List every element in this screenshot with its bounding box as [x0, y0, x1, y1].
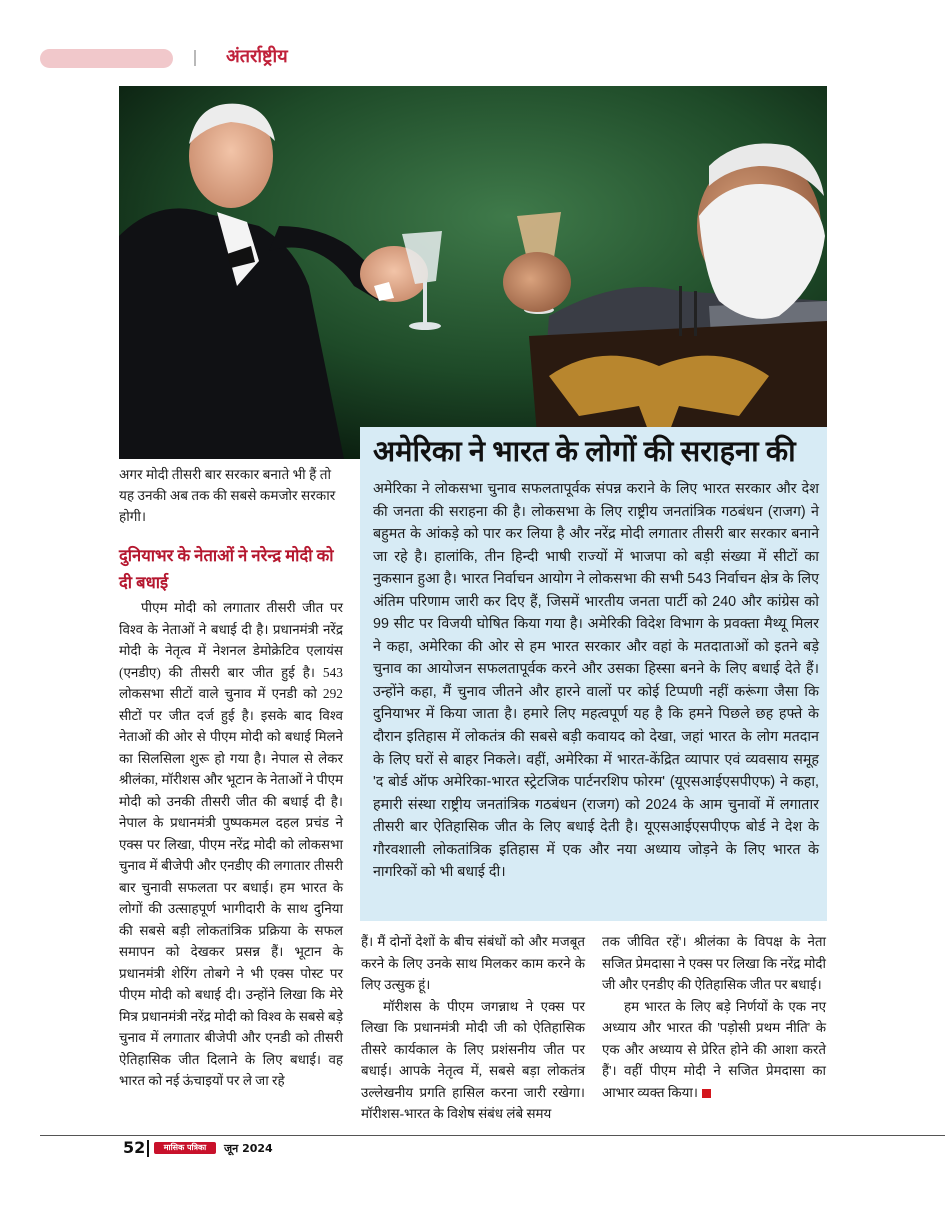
sidebar-title: अमेरिका ने भारत के लोगों की सराहना की	[373, 436, 796, 468]
paragraph: पीएम मोदी को लगातार तीसरी जीत पर विश्व के नेताओं ने बधाई दी है। प्रधानमंत्री नरेंद्र मोदी के नेतृत्व में नेशनल डेमोक्रेटिव एलायंस (एनडीए) की तीसरी बार जीत हुई है। 543 लोकसभा सीटों वाले चुनाव में एनडी को 292 सीटों पर जीत दर्ज हुई है। इसके बाद विश्व नेताओं की ओर से पीएम मोदी को बधाई मिलने का सिलसिला शुरू हो गया है। नेपाल से लेकर श्रीलंका, मॉरीशस और भूटान के नेताओं ने पीएम मोदी को उनकी तीसरी जीत की बधाई दी है। नेपाल के प्रधानमंत्री पुष्पकमल दहल प्रचंड ने एक्स पर लिखा, पीएम नरेंद्र मोदी को लोकसभा चुनाव में बीजेपी और एनडीए की लगातार तीसरी बार चुनावी सफलता पर बधाई। हम भारत के लोगों की उत्साहपूर्ण भागीदारी के साथ दुनिया की सबसे बड़ी लोकतांत्रिक प्रक्रिया के सफल समापन को देखकर प्रसन्न हैं। भूटान के प्रधानमंत्री शेरिंग तोबगे ने भी एक्स पोस्ट पर पीएम मोदी को बधाई दी। उन्होंने लिखा कि मेरे मित्र प्रधानमंत्री नरेंद्र मोदी को विश्व के सबसे बड़े चुनाव में लगातार बीजेपी और एनडी को तीसरी ऐतिहासिक जीत दिलाने के लिए बधाई। वह भारत को नई ऊंचाइयों पर ले जा रहे	[119, 600, 343, 1088]
article-column-2	[361, 931, 585, 1125]
section-title: अंतर्राष्ट्रीय	[226, 46, 288, 67]
page-number: 52	[123, 1138, 146, 1157]
article-column-1	[119, 597, 343, 1092]
paragraph-text: हम भारत के लिए बड़े निर्णयों के एक नए अध्याय और भारत की 'पड़ोसी प्रथम नीति' के एक और अध्याय से प्रेरित होने की आशा करते हैं'। वहीं पीएम मोदी ने सजित प्रेमदासा का आभार व्यक्त किया।	[602, 998, 826, 1100]
issue-date: जून 2024	[224, 1142, 273, 1155]
magazine-logo: मासिक पत्रिका	[154, 1142, 216, 1154]
paragraph	[602, 996, 826, 1104]
footer-rule	[40, 1135, 945, 1136]
end-mark-icon	[702, 1089, 711, 1098]
paragraph: मॉरीशस के पीएम जगन्नाथ ने एक्स पर लिखा कि प्रधानमंत्री मोदी जी को ऐतिहासिक तीसरे कार्यकाल के लिए प्रशंसनीय जीत पर बधाई। आपके नेतृत्व में, सबसे बड़ा लोकतंत्र उल्लेखनीय प्रगति हासिल करना जारी रखेगा। मॉरीशस-भारत के विशेष संबंध लंबे समय	[361, 998, 585, 1121]
header-decor-pill	[40, 49, 173, 68]
sidebar-body: अमेरिका ने लोकसभा चुनाव सफलतापूर्वक संपन्न कराने के लिए भारत सरकार और देश की जनता की सराहना की है। लोकसभा के लिए राष्ट्रीय जनतांत्रिक गठबंधन (राजग) ने बहुमत के आंकड़े को पार कर लिया है और नरेंद्र मोदी लगातार तीसरी बार सरकार बनाने जा रहे है। हालांकि, तीन हिन्दी भाषी राज्यों में भाजपा को बड़ी संख्या में सीटों का नुकसान हुआ है। भारत निर्वाचन आयोग ने लोकसभा की सभी 543 निर्वाचन क्षेत्र के लिए अंतिम परिणाम जारी कर दिए हैं, जिसमें भारतीय जनता पार्टी को 240 और कांग्रेस को 99 सीट पर विजयी घोषित किया गया है। अमेरिकी विदेश विभाग के प्रवक्ता मैथ्यू मिलर ने कहा, अमेरिका की ओर से हम भारत सरकार और वहां के मतदाताओं को इतने बड़े चुनाव का आयोजन सफलतापूर्वक करने और उसका हिस्सा बनने के लिए बधाई देते हैं। उन्होंने कहा, मैं चुनाव जीतने और हारने वालों पर कोई टिप्पणी नहीं करूंगा जैसा कि दुनियाभर में किया जाता है। हमारे लिए महत्वपूर्ण यह है कि हमने पिछले छह हफ्ते के दौरान इतिहास में लोकतंत्र की सबसे बड़ी कवायद को देखा, जहां भारत के लोग मतदान के लिए घरों से बाहर निकले। वहीं, अमेरिका में भारत-केंद्रित व्यापार एवं व्यवसाय समूह 'द बोर्ड ऑफ अमेरिका-भारत स्ट्रेटजिक पार्टनरशिप फोरम' (यूएसआईएसपीएफ) ने कहा, हमारी संस्था राष्ट्रीय जनतांत्रिक गठबंधन (राजग) को 2024 के आम चुनावों में लगातार तीसरी बार ऐतिहासिक जीत के लिए बधाई देती है। यूएसआईएसपीएफ बोर्ड ने देश के गौरवशाली लोकतांत्रिक इतिहास में एक और नया अध्याय जोड़ने के लिए भारत के नागरिकों को भी बधाई दी।	[373, 481, 819, 881]
paragraph: हैं। मैं दोनों देशों के बीच संबंधों को और मजबूत करने के लिए उनके साथ मिलकर काम करने के लिए उत्सुक हूं।	[361, 934, 585, 992]
photo-caption: अगर मोदी तीसरी बार सरकार बनाते भी हैं तो यह उनकी अब तक की सबसे कमजोर सरकार होगी।	[119, 467, 336, 524]
article-photo	[119, 86, 827, 459]
article-column-3	[602, 931, 826, 1103]
article-subheading: दुनियाभर के नेताओं ने नरेन्द्र मोदी को दी बधाई	[119, 546, 334, 592]
header-divider	[194, 50, 196, 66]
paragraph: तक जीवित रहें'। श्रीलंका के विपक्ष के नेता सजित प्रेमदासा ने एक्स पर लिखा कि नरेंद्र मोदी जी और एनडीए की ऐतिहासिक जीत पर बधाई।	[602, 934, 826, 992]
footer-divider	[147, 1140, 149, 1157]
